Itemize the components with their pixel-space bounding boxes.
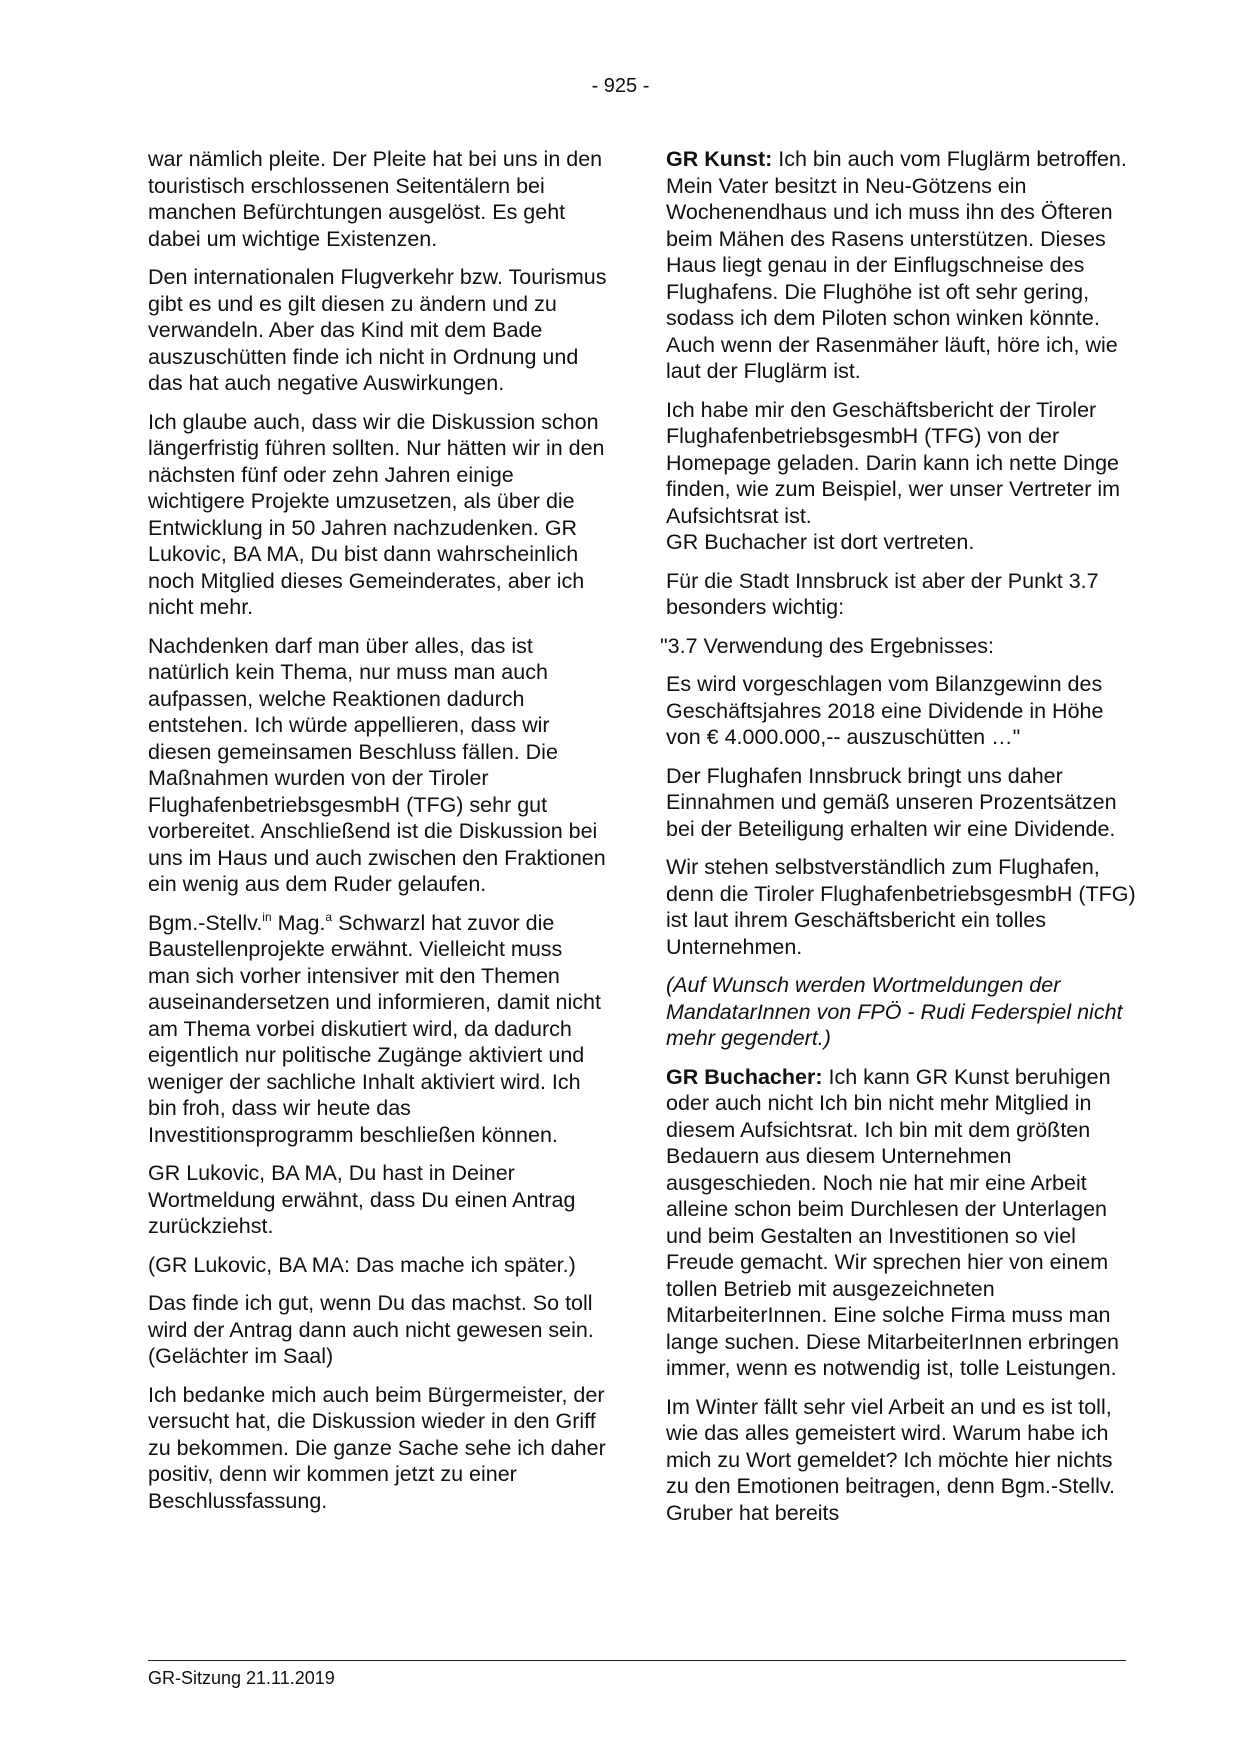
speaker-name: GR Kunst:: [666, 147, 773, 171]
paragraph: [148, 910, 608, 1149]
page-number: - 925 -: [591, 75, 650, 97]
paragraph: (GR Lukovic, BA MA: Das mache ich später.): [148, 1252, 576, 1277]
paragraph: Ich habe mir den Geschäftsbericht der Tiroler FlughafenbetriebsgesmbH (TFG) von der Homepage geladen. Darin kann ich nette Dinge finden, wie zum Beispiel, wer unser Vertreter im Aufsichtsrat ist.: [666, 397, 1121, 528]
paragraph: Den internationalen Flugverkehr bzw. Tourismus gibt es und es gilt diesen zu ändern und zu verwandeln. Aber das Kind mit dem Bade auszuschütten finde ich nicht in Ordnung und das hat auch negative Auswirkungen.: [148, 265, 607, 395]
superscript: a: [325, 909, 333, 924]
quote-heading: "3.7 Verwendung des Ergebnisses:: [660, 633, 994, 658]
paragraph: Wir stehen selbstverständlich zum Flughafen, denn die Tiroler FlughafenbetriebsgesmbH (TFG) ist laut ihrem Geschäftsbericht ein tolles Unternehmen.: [666, 855, 1136, 959]
paragraph: Ich bedanke mich auch beim Bürgermeister, der versucht hat, die Diskussion wieder in den Griff zu bekommen. Die ganze Sache sehe ich daher positiv, denn wir kommen jetzt zu einer Beschlussfassung.: [148, 1382, 606, 1513]
right-column: [660, 146, 1136, 1538]
paragraph: Im Winter fällt sehr viel Arbeit an und es ist toll, wie das alles gemeistert wird. Warum habe ich mich zu Wort gemeldet? Ich möchte hier nichts zu den Emotionen beitragen, denn Bgm.-Stellv. Gruber hat bereits: [666, 1394, 1115, 1525]
superscript: in: [262, 909, 272, 924]
editorial-note: (Auf Wunsch werden Wortmeldungen der MandatarInnen von FPÖ - Rudi Federspiel nicht mehr gegendert.): [666, 973, 1123, 1050]
paragraph: [666, 1064, 1136, 1382]
text-segment: Ich bin auch vom Fluglärm betroffen. Mein Vater besitzt in Neu-Götzens ein Wochenendhaus und ich muss ihn des Öfteren beim Mähen des Rasens unterstützen. Dieses Haus liegt genau in der Einflugschneise des Flughafens. Die Flughöhe ist oft sehr gering, sodass ich dem Piloten schon winken könnte. Auch wenn der Rasenmäher läuft, höre ich, wie laut der Fluglärm ist.: [666, 147, 1127, 383]
left-column: [148, 146, 608, 1526]
paragraph: Der Flughafen Innsbruck bringt uns daher Einnahmen und gemäß unseren Prozentsätzen bei der Beteiligung erhalten wir eine Dividende.: [666, 763, 1117, 841]
paragraph: Nachdenken darf man über alles, das ist natürlich kein Thema, nur muss man auch aufpassen, welche Reaktionen dadurch entstehen. Ich würde appellieren, dass wir diesen gemeinsamen Beschluss fällen. Die Maßnahmen wurden von der Tiroler FlughafenbetriebsgesmbH (TFG) sehr gut vorbereitet. Anschließend ist die Diskussion bei uns im Haus und auch zwischen den Fraktionen ein wenig aus dem Ruder gelaufen.: [148, 633, 606, 896]
paragraph: Ich glaube auch, dass wir die Diskussion schon längerfristig führen sollten. Nur hätten wir in den nächsten fünf oder zehn Jahren einige wichtigere Projekte umzusetzen, als über die Entwicklung in 50 Jahren nachzudenken. GR Lukovic, BA MA, Du bist dann wahrscheinlich noch Mitglied dieses Gemeinderates, aber ich nicht mehr.: [148, 409, 605, 619]
paragraph: war nämlich pleite. Der Pleite hat bei uns in den touristisch erschlossenen Seitentälern bei manchen Befürchtungen ausgelöst. Es geht dabei um wichtige Existenzen.: [148, 147, 603, 251]
paragraph: GR Buchacher ist dort vertreten.: [666, 530, 975, 554]
footer: GR-Sitzung 21.11.2019: [148, 1668, 335, 1688]
paragraph: Für die Stadt Innsbruck ist aber der Punkt 3.7 besonders wichtig:: [666, 568, 1099, 619]
paragraph: [666, 146, 1136, 385]
text-segment: Bgm.-Stellv.: [148, 910, 263, 935]
paragraph: Das finde ich gut, wenn Du das machst. So toll wird der Antrag dann auch nicht gewesen sein. (Gelächter im Saal): [148, 1291, 594, 1368]
paragraph: GR Lukovic, BA MA, Du hast in Deiner Wortmeldung erwähnt, dass Du einen Antrag zurückziehst.: [148, 1161, 576, 1238]
text-segment: Ich kann GR Kunst beruhigen oder auch nicht Ich bin nicht mehr Mitglied in diesem Aufsichtsrat. Ich bin mit dem größten Bedauern aus diesem Unternehmen ausgeschieden. Noch nie hat mir eine Arbeit alleine schon beim Durchlesen der Unterlagen und beim Gestalten an Investitionen so viel Freude gemacht. Wir sprechen hier von einem tollen Betrieb mit ausgezeichneten MitarbeiterInnen. Eine solche Firma muss man lange suchen. Diese MitarbeiterInnen erbringen immer, wenn es notwendig ist, tolle Leistungen.: [666, 1064, 1119, 1380]
quote-paragraph: Es wird vorgeschlagen vom Bilanzgewinn des Geschäftsjahres 2018 eine Dividende in Höhe von € 4.000.000,-- auszuschütten …": [666, 672, 1104, 749]
text-segment: Mag.: [271, 910, 326, 935]
speaker-name: GR Buchacher:: [666, 1064, 823, 1089]
footer-divider: [148, 1660, 1126, 1661]
text-segment: Schwarzl hat zuvor die Baustellenprojekte erwähnt. Vielleicht muss man sich vorher intensiver mit den Themen auseinandersetzen und informieren, damit nicht am Thema vorbei diskutiert wird, da dadurch eigentlich nur politische Zugänge aktiviert und weniger der sachliche Inhalt aktiviert wird. Ich bin froh, dass wir heute das Investitionsprogramm beschließen können.: [148, 910, 601, 1147]
